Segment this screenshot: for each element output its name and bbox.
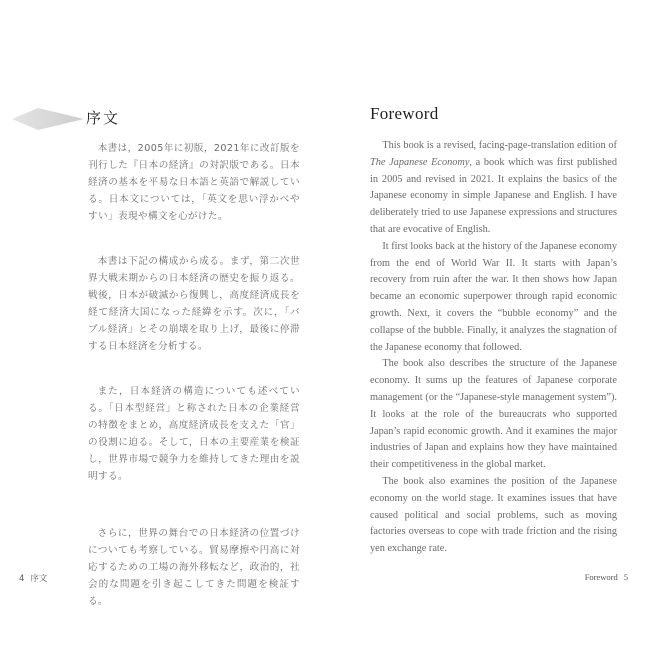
book-title-italic: The Japanese Economy: [370, 156, 470, 168]
right-folio: [585, 572, 628, 582]
left-page-number: 4: [19, 574, 25, 584]
english-paragraph-1: [370, 138, 617, 239]
heading-diamond-ornament: [12, 108, 84, 130]
left-running-title: 序文: [30, 574, 48, 584]
english-p1-start: This book is a revised, facing-page-translation edition of: [382, 140, 617, 151]
english-body: [370, 138, 617, 558]
english-paragraph-2: It first looks back at the history of the Japanese economy from the end of World War II. It starts with Japan’s recovery from ruin after the war. It then shows how Japan became an economic superpower through rapid economic growth. Next, it covers the “bubble economy” and the collapse of the bubble. Finally, it analyzes the stagnation of the Japanese economy that followed.: [370, 240, 617, 353]
japanese-body: [88, 140, 300, 638]
right-page-number: 5: [623, 572, 628, 582]
japanese-heading: 序文: [86, 109, 121, 127]
left-folio: [19, 572, 53, 584]
english-paragraph-3: The book also describes the structure of the Japanese economy. It sums up the features of Japanese corporate management (or the “Japanese-style management system”). It looks at the role of the bureaucrats who supported Japan’s rapid economic growth. And it examines the major industries of Japan and explains how they have maintained their competitiveness in the global market.: [370, 358, 617, 471]
english-p1-end: , a book which was first published in 2005 and revised in 2021. It explains the basics of the Japanese economy in simple Japanese and English. I have deliberately tried to use Japanese expressions and structures that are evocative of English.: [370, 156, 617, 235]
japanese-paragraph-2: 本書は下記の構成から成る。まず，第二次世界大戦末期からの日本経済の歴史を振り返る。戦後，日本が破滅から復興し，高度経済成長を経て経済大国になった経緯を示す。次に，「バブル経済」とその崩壊を取り上げ，最後に停滞する日本経済を分析する。: [88, 256, 300, 352]
english-heading: Foreword: [370, 104, 439, 123]
english-paragraph-4: The book also examines the position of the Japanese economy on the world stage. It examines issues that have caused political and social problems, such as moving factories overseas to cope with trade friction and the rising yen exchange rate.: [370, 475, 617, 555]
right-running-title: Foreword: [584, 572, 618, 582]
japanese-paragraph-3: また，日本経済の構造についても述べている。「日本型経営」と称された日本の企業経営の特徴をまとめ，高度経済成長を支えた「官」の役割に迫る。そして，日本の主要産業を検証し，世界市場で競争力を維持してきた理由を説明する。: [88, 386, 300, 482]
japanese-paragraph-4: さらに，世界の舞台での日本経済の位置づけについても考察している。貿易摩擦や円高に対応するための工場の海外移転など，政治的，社会的な問題を引き起こしてきた問題を検証する。: [88, 528, 300, 607]
japanese-paragraph-1: 本書は，2005年に初版，2021年に改訂版を刊行した『日本の経済』の対訳版である。日本経済の基本を平易な日本語と英語で解説している。日本文については，「英文を思い浮かべやすい」表現や構文を心がけた。: [88, 143, 300, 222]
